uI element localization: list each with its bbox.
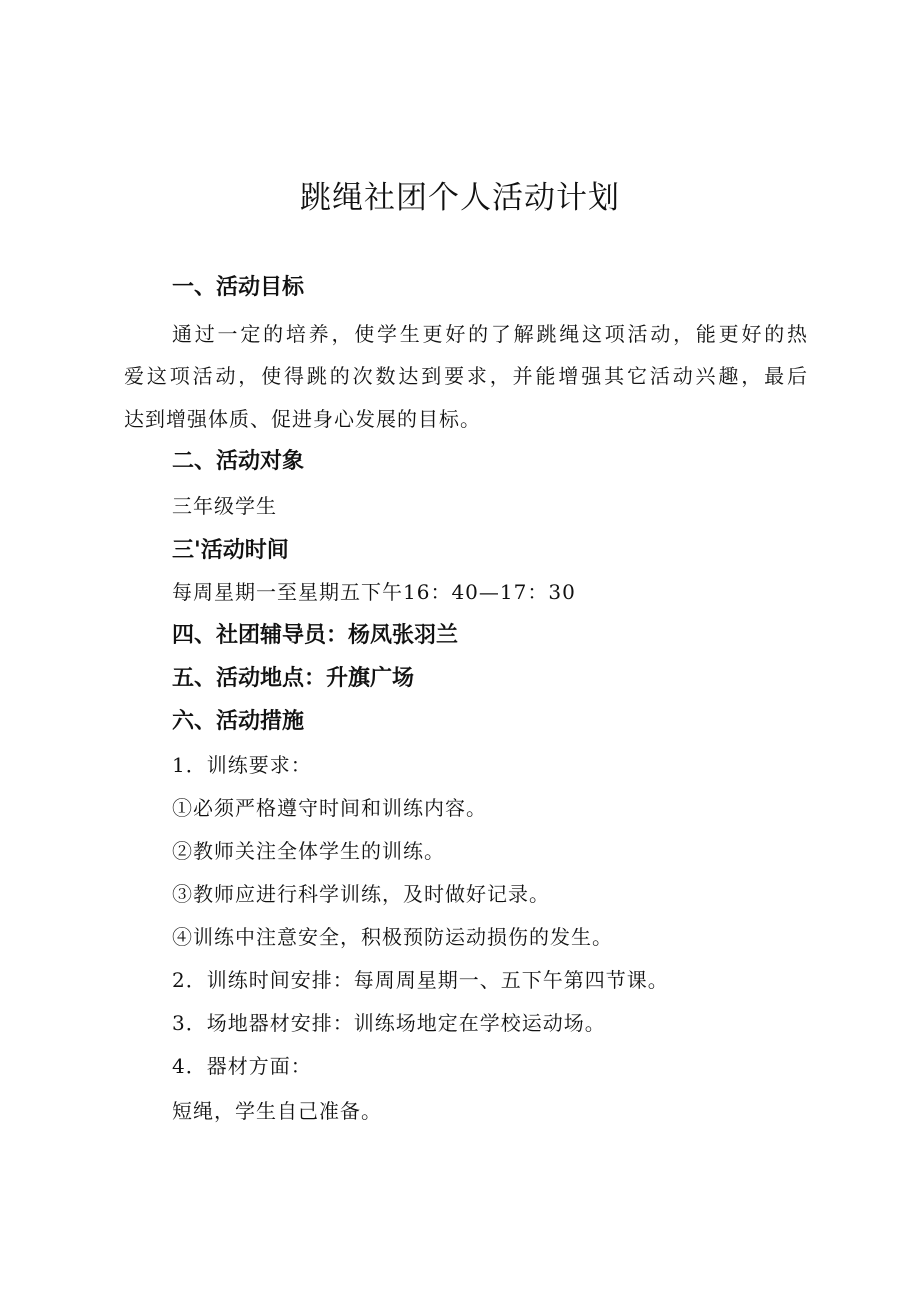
goal-paragraph-line-2: 爱这项活动，使得跳的次数达到要求，并能增强其它活动兴趣，最后 — [124, 364, 808, 388]
requirement-1: ①必须严格遵守时间和训练内容。 — [172, 796, 487, 820]
time-text: 每周星期一至星期五下午16：40—17：30 — [172, 580, 576, 604]
requirement-3: ③教师应进行科学训练，及时做好记录。 — [172, 882, 550, 906]
goal-paragraph-line-3: 达到增强体质、促进身心发展的目标。 — [124, 407, 481, 431]
coach-heading: 四、社团辅导员：杨凤张羽兰 — [172, 623, 459, 648]
requirement-4: ④训练中注意安全，积极预防运动损伤的发生。 — [172, 925, 613, 949]
goal-heading: 一、活动目标 — [172, 275, 305, 300]
target-text: 三年级学生 — [172, 494, 277, 518]
document-title: 跳绳社团个人活动计划 — [300, 180, 620, 216]
venue-equipment-item: 3．场地器材安排：训练场地定在学校运动场。 — [172, 1011, 606, 1035]
target-heading: 二、活动对象 — [172, 449, 305, 474]
equipment-item: 4．器材方面： — [172, 1054, 312, 1078]
training-requirements-item: 1．训练要求： — [172, 753, 312, 777]
measures-heading: 六、活动措施 — [172, 709, 305, 734]
requirement-2: ②教师关注全体学生的训练。 — [172, 839, 445, 863]
equipment-text: 短绳，学生自己准备。 — [172, 1099, 382, 1123]
goal-paragraph-line-1: 通过一定的培养，使学生更好的了解跳绳这项活动，能更好的热 — [172, 322, 808, 346]
time-heading: 三'活动时间 — [172, 538, 289, 563]
training-schedule-item: 2．训练时间安排：每周周星期一、五下午第四节课。 — [172, 968, 669, 992]
place-heading: 五、活动地点：升旗广场 — [172, 666, 415, 691]
